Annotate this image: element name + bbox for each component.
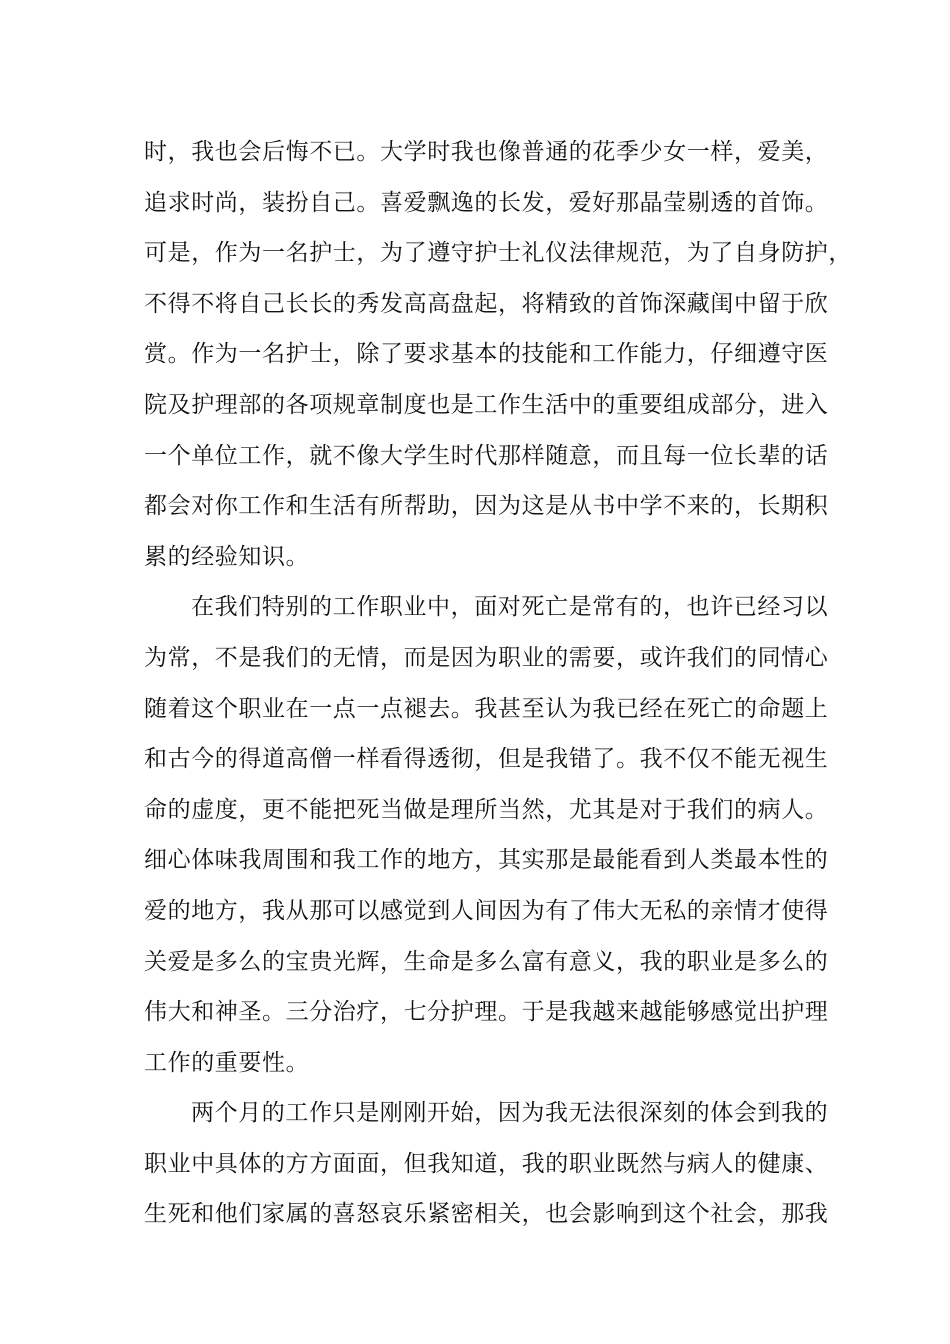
text-line: 一个单位工作，就不像大学生时代那样随意，而且每一位长辈的话 — [144, 442, 829, 469]
text-line: 职业中具体的方方面面，但我知道，我的职业既然与病人的健康、 — [144, 1150, 829, 1177]
text-line: 院及护理部的各项规章制度也是工作生活中的重要组成部分，进入 — [144, 391, 829, 418]
text-line: 时，我也会后悔不已。大学时我也像普通的花季少女一样，爱美， — [144, 139, 829, 165]
text-line: 随着这个职业在一点一点褪去。我甚至认为我已经在死亡的命题上 — [144, 695, 829, 722]
text-line: 可是，作为一名护士，为了遵守护士礼仪法律规范，为了自身防护， — [144, 240, 852, 267]
text-line: 为常，不是我们的无情，而是因为职业的需要，或许我们的同情心 — [144, 644, 829, 671]
text-line: 关爱是多么的宝贵光辉，生命是多么富有意义，我的职业是多么的 — [144, 948, 829, 975]
text-line: 在我们特别的工作职业中，面对死亡是常有的，也许已经习以 — [191, 594, 829, 621]
text-line: 爱的地方，我从那可以感觉到人间因为有了伟大无私的亲情才使得 — [144, 897, 829, 924]
paragraph-3 — [144, 1088, 829, 1240]
text-line: 和古今的得道高僧一样看得透彻，但是我错了。我不仅不能无视生 — [144, 746, 829, 773]
text-line: 工作的重要性。 — [144, 1049, 310, 1076]
paragraph-1 — [144, 127, 852, 582]
text-line: 细心体味我周围和我工作的地方，其实那是最能看到人类最本性的 — [144, 847, 829, 874]
text-line: 命的虚度，更不能把死当做是理所当然，尤其是对于我们的病人。 — [144, 796, 829, 823]
paragraph-2 — [144, 582, 829, 1088]
text-line: 赏。作为一名护士，除了要求基本的技能和工作能力，仔细遵守医 — [144, 341, 829, 368]
text-line: 不得不将自己长长的秀发高高盘起，将精致的首饰深藏闺中留于欣 — [144, 290, 829, 317]
text-line: 都会对你工作和生活有所帮助，因为这是从书中学不来的，长期积 — [144, 493, 829, 520]
text-line: 伟大和神圣。三分治疗，七分护理。于是我越来越能够感觉出护理 — [144, 999, 829, 1026]
text-line: 两个月的工作只是刚刚开始，因为我无法很深刻的体会到我的 — [191, 1100, 829, 1127]
text-line: 追求时尚，装扮自己。喜爱飘逸的长发，爱好那晶莹剔透的首饰。 — [144, 189, 829, 216]
text-line: 累的经验知识。 — [144, 543, 310, 570]
body-text — [144, 127, 852, 1240]
text-line: 生死和他们家属的喜怒哀乐紧密相关，也会影响到这个社会，那我 — [144, 1201, 829, 1228]
